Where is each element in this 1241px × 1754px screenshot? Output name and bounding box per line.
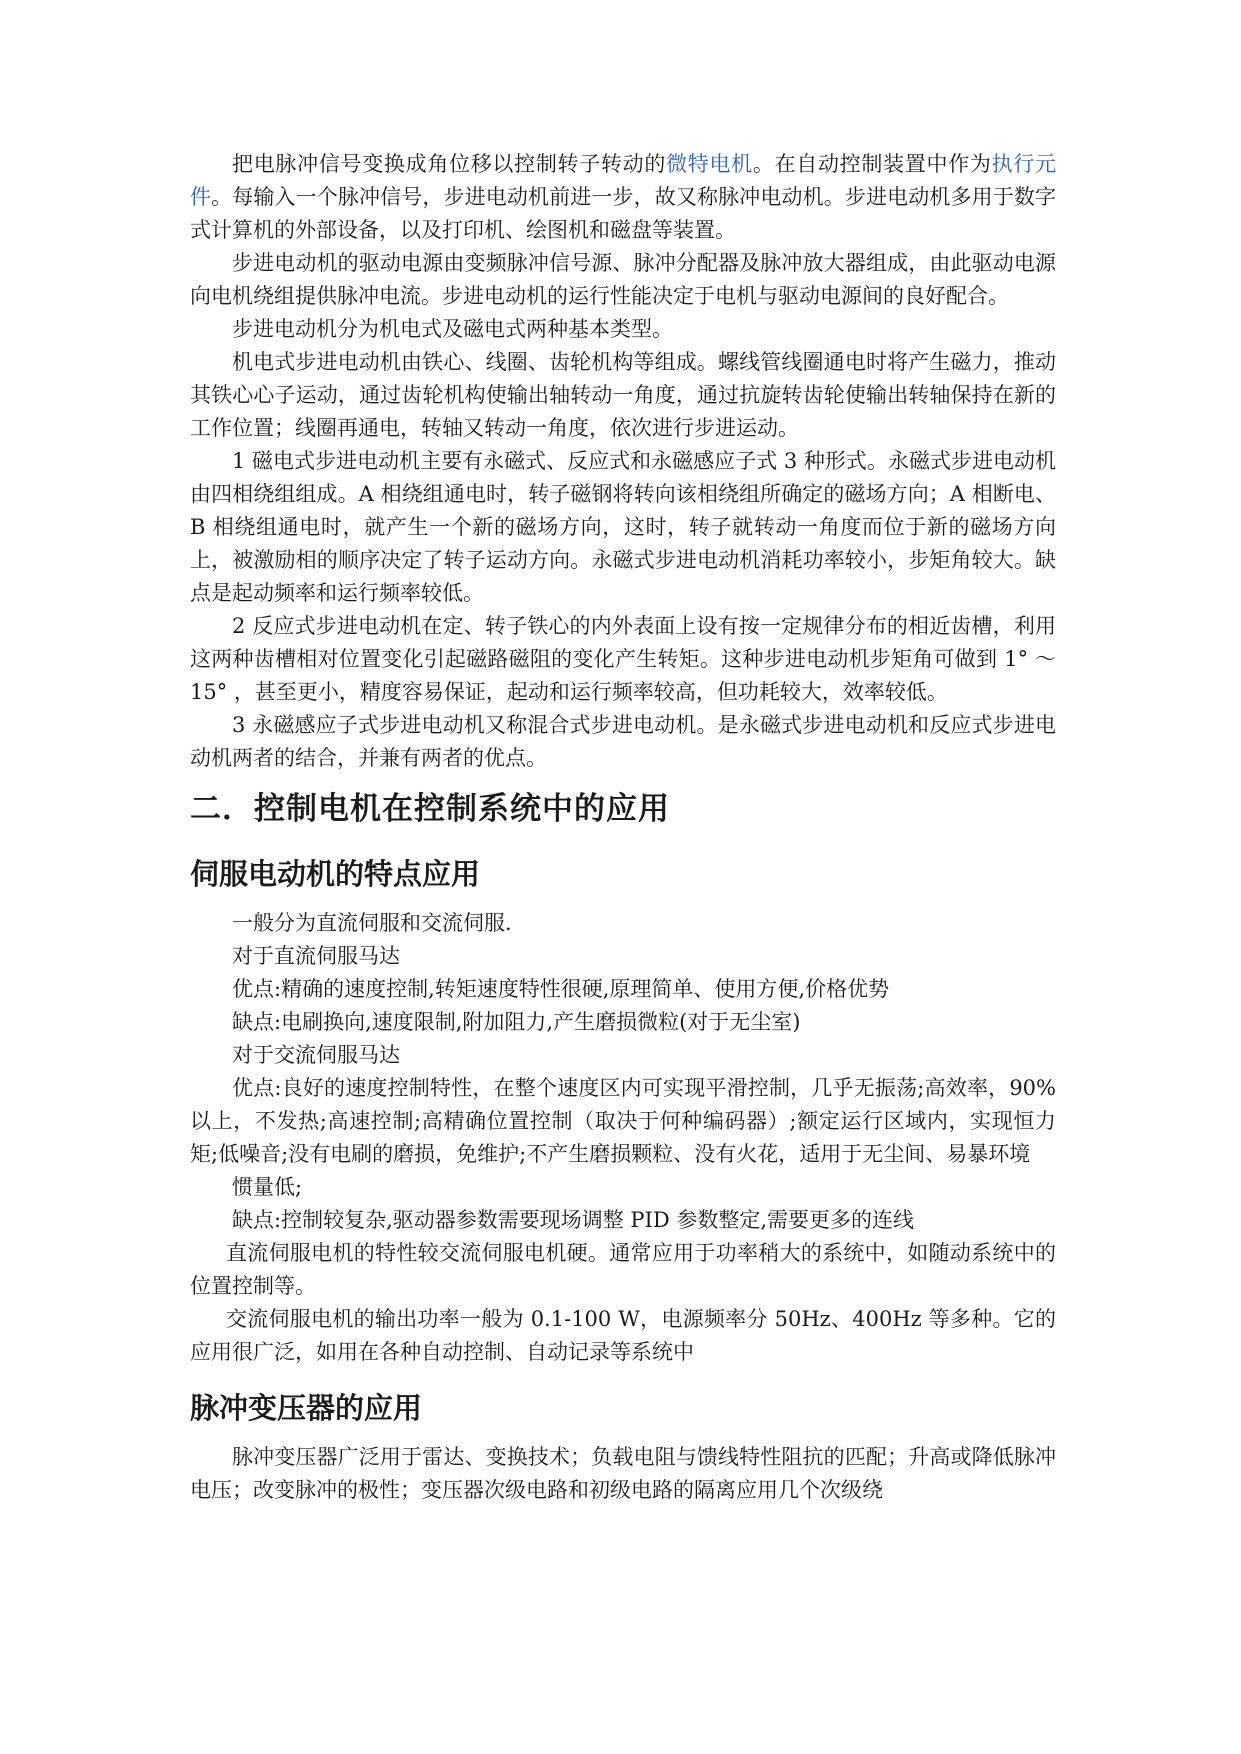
link-micro-motor[interactable]: 微特电机 (666, 152, 753, 176)
paragraph-types: 步进电动机分为机电式及磁电式两种基本类型。 (232, 317, 673, 341)
servo-line-ac-header: 对于交流伺服马达 (232, 1043, 400, 1067)
intro-text-3: 。每输入一个脉冲信号，步进电动机前进一步，故又称脉冲电动机。步进电动机多用于数字式计算机的外部设备，以及打印机、绘图机和磁盘等装置。 (190, 185, 1056, 242)
servo-line-dc-cons: 缺点:电刷换向,速度限制,附加阻力,产生磨损微粒(对于无尘室) (232, 1010, 801, 1034)
paragraph-intro (190, 148, 1056, 247)
section-heading-main: 二．控制电机在控制系统中的应用 (190, 791, 670, 827)
servo-line-inertia: 惯量低; (232, 1175, 303, 1199)
servo-line-ac-application: 交流伺服电机的输出功率一般为 0.1-100 W，电源频率分 50Hz、400Hz 等多种。它的应用很广泛，如用在各种自动控制、自动记录等系统中 (190, 1307, 1056, 1364)
paragraph-reactive: 2 反应式步进电动机在定、转子铁心的内外表面上设有按一定规律分布的相近齿槽，利用这两种齿槽相对位置变化引起磁路磁阻的变化产生转矩。这种步进电动机步矩角可做到 1° ～15° ，甚至更小，精度容易保证，起动和运行频率较高，但功耗较大，效率较低。 (190, 614, 1056, 704)
servo-line-dc-application: 直流伺服电机的特性较交流伺服电机硬。通常应用于功率稍大的系统中，如随动系统中的位置控制等。 (190, 1241, 1056, 1298)
intro-text-2: 。在自动控制装置中作为 (752, 152, 992, 176)
servo-line-dc-pros: 优点:精确的速度控制,转矩速度特性很硬,原理简单、使用方便,价格优势 (232, 977, 890, 1001)
paragraph-hybrid: 3 永磁感应子式步进电动机又称混合式步进电动机。是永磁式步进电动机和反应式步进电动机两者的结合，并兼有两者的优点。 (190, 713, 1056, 770)
document-page (190, 148, 1056, 1507)
paragraph-electromechanical: 机电式步进电动机由铁心、线圈、齿轮机构等组成。螺线管线圈通电时将产生磁力，推动其铁心心子运动，通过齿轮机构使输出轴转动一角度，通过抗旋转齿轮使输出转轴保持在新的工作位置；线圈再通电，转轴又转动一角度，依次进行步进运动。 (190, 350, 1056, 440)
servo-line-ac-pros: 优点:良好的速度控制特性，在整个速度区内可实现平滑控制，几乎无振荡;高效率，90%以上，不发热;高速控制;高精确位置控制（取决于何种编码器）;额定运行区域内，实现恒力矩;低噪音;没有电刷的磨损，免维护;不产生磨损颗粒、没有火花，适用于无尘间、易暴环境 (190, 1076, 1056, 1166)
paragraph-drive-power: 步进电动机的驱动电源由变频脉冲信号源、脉冲分配器及脉冲放大器组成，由此驱动电源向电机绕组提供脉冲电流。步进电动机的运行性能决定于电机与驱动电源间的良好配合。 (190, 251, 1056, 308)
servo-line-dc-header: 对于直流伺服马达 (232, 944, 400, 968)
intro-text-1: 把电脉冲信号变换成角位移以控制转子转动的 (232, 152, 667, 176)
pulse-line-application: 脉冲变压器广泛用于雷达、变换技术；负载电阻与馈线特性阻抗的匹配；升高或降低脉冲电压；改变脉冲的极性；变压器次级电路和初级电路的隔离应用几个次级绕 (190, 1445, 1056, 1502)
section-heading-pulse-transformer: 脉冲变压器的应用 (190, 1391, 423, 1425)
servo-line-ac-cons: 缺点:控制较复杂,驱动器参数需要现场调整 PID 参数整定,需要更多的连线 (232, 1208, 915, 1232)
paragraph-magnetoelectric: 1 磁电式步进电动机主要有永磁式、反应式和永磁感应子式 3 种形式。永磁式步进电动机由四相绕组组成。A 相绕组通电时，转子磁钢将转向该相绕组所确定的磁场方向；A 相断电、B 相绕组通电时，就产生一个新的磁场方向，这时，转子就转动一角度而位于新的磁场方向上，被激励相的顺序决定了转子运动方向。永磁式步进电动机消耗功率较小，步矩角较大。缺点是起动频率和运行频率较低。 (190, 449, 1056, 605)
servo-line-types: 一般分为直流伺服和交流伺服. (232, 911, 512, 935)
section-heading-servo: 伺服电动机的特点应用 (190, 857, 481, 891)
link-actuator[interactable]: 执行元件 (190, 152, 1057, 209)
